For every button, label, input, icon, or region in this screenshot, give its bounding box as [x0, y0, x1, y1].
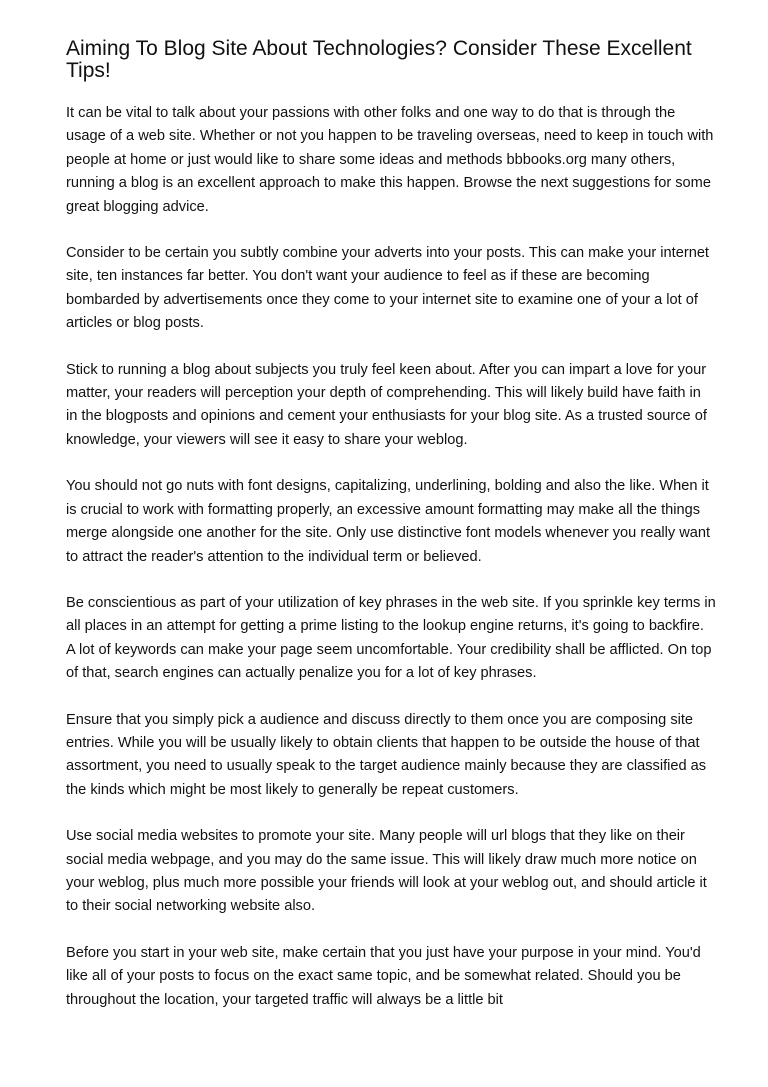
paragraph-8: Before you start in your web site, make certain that you just have your purpose in your mind. You'd like all of your posts to focus on the exact same topic, and be somewhat related. Should you be throughout the location, your targeted traffic will always be a little bit	[66, 944, 701, 1008]
paragraph-4: You should not go nuts with font designs, capitalizing, underlining, bolding and also the like. When it is crucial to work with formatting properly, an excessive amount formatting may make all the things merge alongside one another for the site. Only use distinctive font models whenever you really want to attract the reader's attention to the individual term or believed.	[66, 478, 711, 565]
paragraph-1: It can be vital to talk about your passions with other folks and one way to do that is through the usage of a web site. Whether or not you happen to be traveling overseas, need to keep in touch with people at home or just would like to share some ideas and methods bbbooks.org many others, running a blog is an excellent approach to make this happen. Browse the next suggestions for some great blogging advice.	[66, 105, 714, 215]
paragraph-7: Use social media websites to promote your site. Many people will url blogs that they like on their social media webpage, and you may do the same issue. This will likely draw much more notice on your weblog, plus much more possible your friends will look at your weblog out, and should article it to their social networking website also.	[66, 828, 707, 915]
document-page	[66, 38, 716, 1035]
document-title: Aiming To Blog Site About Technologies? Consider These Excellent Tips!	[66, 37, 692, 82]
paragraph-2: Consider to be certain you subtly combine your adverts into your posts. This can make your internet site, ten instances far better. You don't want your audience to feel as if these are becoming bombarded by advertisements once they come to your internet site to examine one of your a lot of articles or blog posts.	[66, 245, 709, 332]
paragraph-6: Ensure that you simply pick a audience and discuss directly to them once you are composing site entries. While you will be usually likely to obtain clients that happen to be outside the house of that assortment, you need to usually speak to the target audience mainly because they are classified as the kinds which might be most likely to generally be repeat customers.	[66, 711, 707, 798]
paragraph-3: Stick to running a blog about subjects you truly feel keen about. After you can impart a love for your matter, your readers will perception your depth of comprehending. This will likely build have faith in in the blogposts and opinions and cement your enthusiasts for your blog site. As a trusted source of knowledge, your viewers will see it easy to share your weblog.	[66, 361, 707, 448]
paragraph-5: Be conscientious as part of your utilization of key phrases in the web site. If you sprinkle key terms in all places in an attempt for getting a prime listing to the lookup engine returns, it's going to backfire. A lot of keywords can make your page seem uncomfortable. Your credibility shall be afflicted. On top of that, search engines can actually penalize you for a lot of key phrases.	[66, 594, 716, 682]
